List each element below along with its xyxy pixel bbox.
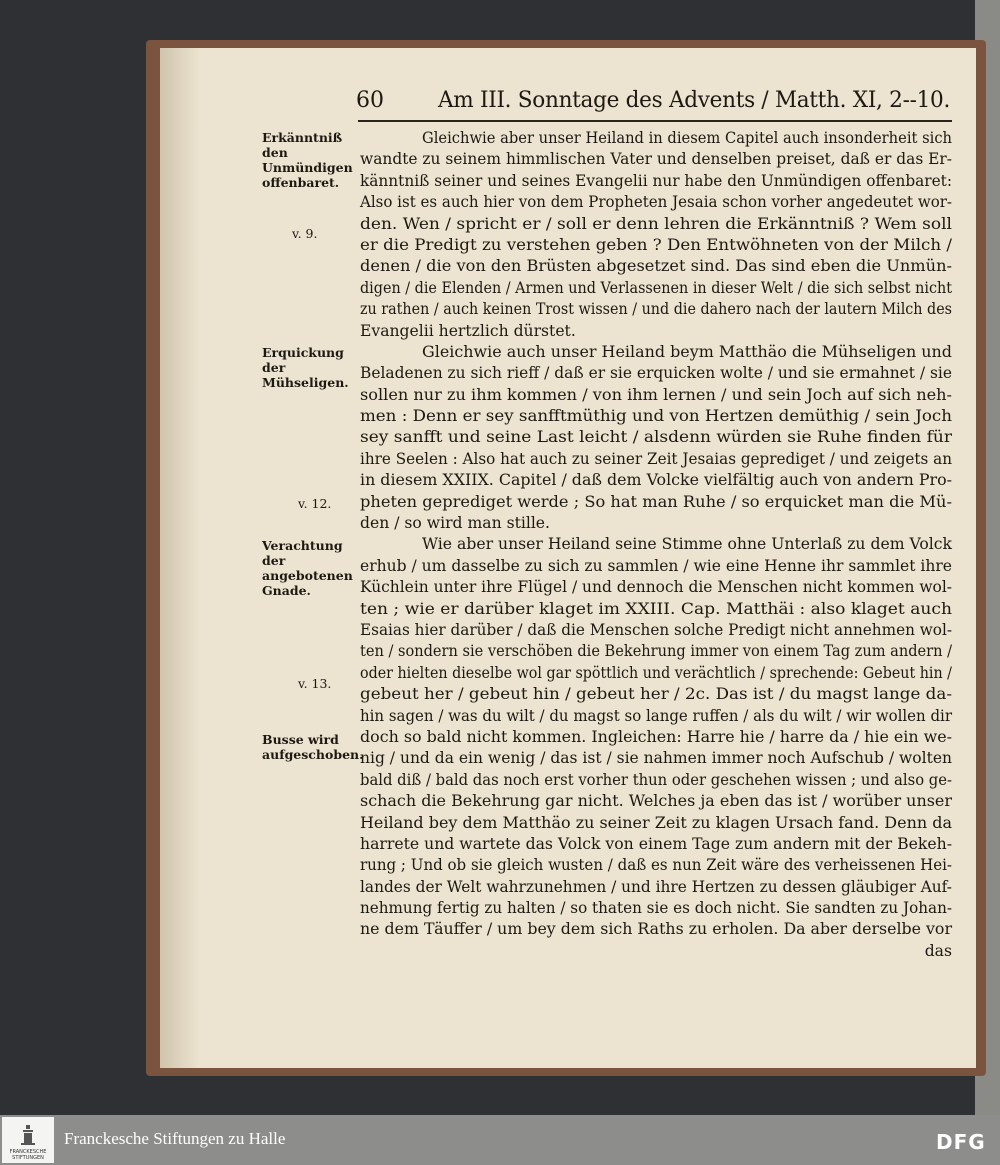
logo-caption: FRANCKESCHE STIFTUNGEN	[9, 1149, 47, 1161]
text-line: Küchlein unter ihre Flügel / und dennoch die Menschen nicht kommen wol-	[360, 578, 952, 597]
text-line: Evangelii hertzlich dürstet.	[360, 321, 576, 340]
text-line: erhub / um dasselbe zu sich zu sammlen / wie eine Henne ihr sammlet ihre	[360, 556, 952, 575]
catchword: das	[924, 941, 952, 960]
text-line: Wie aber unser Heiland seine Stimme ohne Unterlaß zu dem Volck	[422, 535, 952, 554]
text-line: hin sagen / was du wilt / du magst so lange ruffen / als du wilt / wir wollen dir	[360, 706, 952, 725]
page-number: 60	[356, 88, 384, 113]
text-line: gebeut her / gebeut hin / gebeut her / 2c. Das ist / du magst lange da-	[360, 685, 952, 704]
francke-logo[interactable]	[2, 1117, 54, 1163]
text-line: Gleichwie aber unser Heiland in diesem Capitel auch insonderheit sich	[422, 129, 952, 147]
text-line: doch so bald nicht kommen. Ingleichen: Harre hie / harre da / hie ein we-	[360, 727, 952, 746]
text-line: Beladenen zu sich rieff / daß er sie erquicken wolte / und sie ermahnet / sie	[360, 364, 952, 383]
margin-verse-12: v. 12.	[298, 496, 332, 511]
margin-note-erquickung: Erquickung der Mühseligen.	[262, 345, 349, 390]
text-line: landes der Welt wahrzunehmen / und ihre Hertzen zu dessen gläubiger Auf-	[360, 877, 952, 896]
margin-note-erkaenntniss: Erkänntniß den Unmündigen offenbaret.	[262, 130, 353, 190]
text-line: nig / und da ein wenig / das ist / sie nahmen immer noch Aufschub / wolten	[360, 749, 952, 768]
viewer-footer	[0, 1115, 1000, 1165]
text-line: sollen nur zu ihm kommen / von ihm lernen / und sein Joch auf sich neh-	[360, 385, 952, 404]
text-line: wandte zu seinem himmlischen Vater und denselben preiset, daß er das Er-	[360, 150, 952, 169]
header-rule	[358, 120, 952, 122]
text-line: schach die Bekehrung gar nicht. Welches ja eben das ist / worüber unser	[360, 792, 952, 811]
margin-verse-13: v. 13.	[298, 676, 332, 691]
text-line: sey sanfft und seine Last leicht / alsdenn würden sie Ruhe finden für	[360, 428, 952, 447]
text-line: men : Denn er sey sanfftmüthig und von Hertzen demüthig / sein Joch	[360, 407, 952, 426]
dfg-logo[interactable]: DFG	[936, 1130, 986, 1154]
text-line: denen / die von den Brüsten abgesetzet sind. Das sind eben die Unmün-	[360, 257, 952, 276]
text-line: er die Predigt zu verstehen geben ? Den Entwöhneten von der Milch /	[360, 235, 952, 254]
institution-emblem-icon	[21, 1125, 35, 1145]
margin-verse-9: v. 9.	[292, 226, 318, 241]
text-line: Esaias hier darüber / daß die Menschen solche Predigt nicht annehmen wol-	[360, 620, 952, 639]
text-line: Also ist es auch hier von dem Propheten Jesaia schon vorher angedeutet wor-	[360, 193, 952, 212]
text-line: ten / sondern sie verschöben die Bekehrung immer von einem Tag zum andern /	[360, 642, 952, 661]
page-header	[356, 86, 952, 120]
text-line: digen / die Elenden / Armen und Verlassenen in dieser Welt / die sich selbst nicht	[360, 278, 952, 297]
text-line: den / so wird man stille.	[360, 514, 550, 533]
body-text	[360, 128, 952, 962]
text-line: harrete und wartete das Volck von einem Tage zum andern mit der Bekeh-	[360, 834, 952, 853]
text-line: ne dem Täuffer / um bey dem sich Raths zu erholen. Da aber derselbe vor	[360, 920, 952, 939]
page-gutter-shadow	[160, 48, 200, 1068]
text-line: pheten geprediget werde ; So hat man Ruhe / so erquicket man die Mü-	[360, 492, 952, 511]
text-line: Gleichwie auch unser Heiland beym Matthäo die Mühseligen und	[422, 342, 952, 361]
text-line: den. Wen / spricht er / soll er denn lehren die Erkänntniß ? Wem soll	[360, 214, 952, 233]
text-line: bald diß / bald das noch erst vorher thun oder geschehen wissen ; und also ge-	[360, 770, 952, 789]
institution-name[interactable]: Franckesche Stiftungen zu Halle	[64, 1129, 286, 1148]
margin-note-busse: Busse wird aufgeschoben.	[262, 732, 364, 762]
text-line: Heiland bey dem Matthäo zu seiner Zeit zu klagen Ursach fand. Denn da	[360, 813, 953, 832]
text-line: rung ; Und ob sie gleich wusten / daß es nun Zeit wäre des verheissenen Hei-	[360, 856, 952, 875]
text-line: nehmung fertig zu halten / so thaten sie es doch nicht. Sie sandten zu Johan-	[360, 899, 952, 918]
text-line: ten ; wie er darüber klaget im XXIII. Cap. Matthäi : also klaget auch	[360, 599, 952, 618]
text-line: in diesem XXIIX. Capitel / daß dem Volcke vielfältig auch von andern Pro-	[360, 471, 952, 490]
text-line: zu rathen / auch keinen Trost wissen / und die dahero nach der lautern Milch des	[360, 300, 952, 319]
text-line: känntniß seiner und seines Evangelii nur habe den Unmündigen offenbaret:	[360, 171, 952, 190]
running-title: Am III. Sonntage des Advents / Matth. XI, 2--10.	[438, 88, 950, 113]
margin-note-verachtung: Verachtung der angebotenen Gnade.	[262, 538, 353, 598]
text-line: oder hielten dieselbe wol gar spöttlich und verächtlich / sprechende: Gebeut hin /	[360, 663, 952, 682]
text-line: ihre Seelen : Also hat auch zu seiner Zeit Jesaias geprediget / und zeigets an	[360, 449, 952, 468]
